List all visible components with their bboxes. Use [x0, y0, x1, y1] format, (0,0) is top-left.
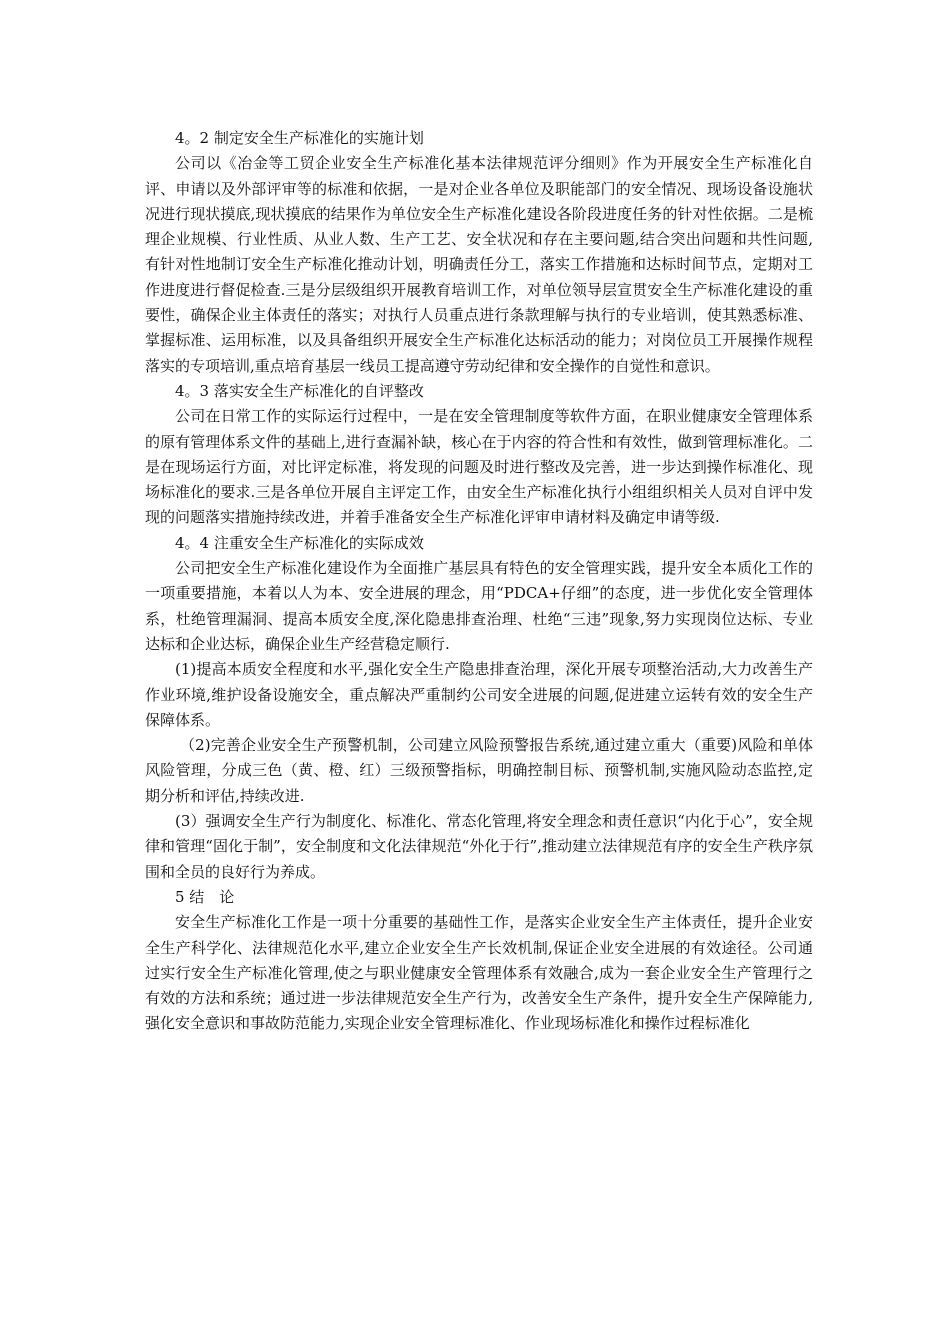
- section-heading-5-conclusion: 5 结 论: [175, 887, 235, 906]
- paragraph-4-4-item-3: (3）强调安全生产行为制度化、标准化、常态化管理,将安全理念和责任意识“内化于心”，安全规律和管理“固化于制”，安全制度和文化法律规范“外化于行”,推动建立法律规范有序的安全生产秩序氛围和全员的良好行为养成。: [145, 812, 813, 881]
- paragraph-4-4-item-1: (1)提高本质安全程度和水平,强化安全生产隐患排查治理，深化开展专项整治活动,大力改善生产作业环境,维护设备设施安全，重点解决严重制约公司安全进展的问题,促进建立运转有效的安全生产保障体系。: [145, 660, 813, 729]
- document-body: [145, 126, 813, 1037]
- paragraph-4-4-item-2: （2)完善企业安全生产预警机制，公司建立风险预警报告系统,通过建立重大（重要)风险和单体风险管理，分成三色（黄、橙、红）三级预警指标，明确控制目标、预警机制,实施风险动态监控,定期分析和评估,持续改进.: [145, 736, 813, 805]
- paragraph-5-conclusion-body: 安全生产标准化工作是一项十分重要的基础性工作，是落实企业安全生产主体责任，提升企业安全生产科学化、法律规范化水平,建立企业安全生产长效机制,保证企业安全进展的有效途径。公司通过实行安全生产标准化管理,使之与职业健康安全管理体系有效融合,成为一套企业安全生产管理行之有效的方法和系统；通过进一步法律规范安全生产行为，改善安全生产条件，提升安全生产保障能力,强化安全意识和事故防范能力,实现企业安全管理标准化、作业现场标准化和操作过程标准化: [145, 913, 813, 1033]
- section-heading-4-4: 4。4 注重安全生产标准化的实际成效: [175, 533, 424, 552]
- paragraph-4-3-body: 公司在日常工作的实际运行过程中，一是在安全管理制度等软件方面，在职业健康安全管理体系的原有管理体系文件的基础上,进行查漏补缺，核心在于内容的符合性和有效性，做到管理标准化。二是在现场运行方面，对比评定标准，将发现的问题及时进行整改及完善，进一步达到操作标准化、现场标准化的要求.三是各单位开展自主评定工作，由安全生产标准化执行小组组织相关人员对自评中发现的问题落实措施持续改进，并着手准备安全生产标准化评审申请材料及确定申请等级.: [145, 407, 813, 527]
- paragraph-4-2-body: 公司以《冶金等工贸企业安全生产标准化基本法律规范评分细则》作为开展安全生产标准化自评、申请以及外部评审等的标准和依据，一是对企业各单位及职能部门的安全情况、现场设备设施状况进行现状摸底,现状摸底的结果作为单位安全生产标准化建设各阶段进度任务的针对性依据。二是梳理企业规模、行业性质、从业人数、生产工艺、安全状况和存在主要问题,结合突出问题和共性问题,有针对性地制订安全生产标准化推动计划，明确责任分工，落实工作措施和达标时间节点，定期对工作进度进行督促检查.三是分层级组织开展教育培训工作，对单位领导层宣贯安全生产标准化建设的重要性，确保企业主体责任的落实；对执行人员重点进行条款理解与执行的专业培训，使其熟悉标准、掌握标准、运用标准，以及具备组织开展安全生产标准化达标活动的能力；对岗位员工开展操作规程落实的专项培训,重点培育基层一线员工提高遵守劳动纪律和安全操作的自觉性和意识。: [145, 154, 813, 375]
- section-heading-4-3: 4。3 落实安全生产标准化的自评整改: [175, 381, 424, 400]
- section-heading-4-2: 4。2 制定安全生产标准化的实施计划: [175, 129, 424, 147]
- paragraph-4-4-intro: 公司把安全生产标准化建设作为全面推广基层具有特色的安全管理实践，提升安全本质化工作的一项重要措施，本着以人为本、安全进展的理念，用“PDCA+仔细”的态度，进一步优化安全管理体系，杜绝管理漏洞、提高本质安全度,深化隐患排查治理、杜绝“三违”现象,努力实现岗位达标、专业达标和企业达标，确保企业生产经营稳定顺行.: [145, 559, 813, 653]
